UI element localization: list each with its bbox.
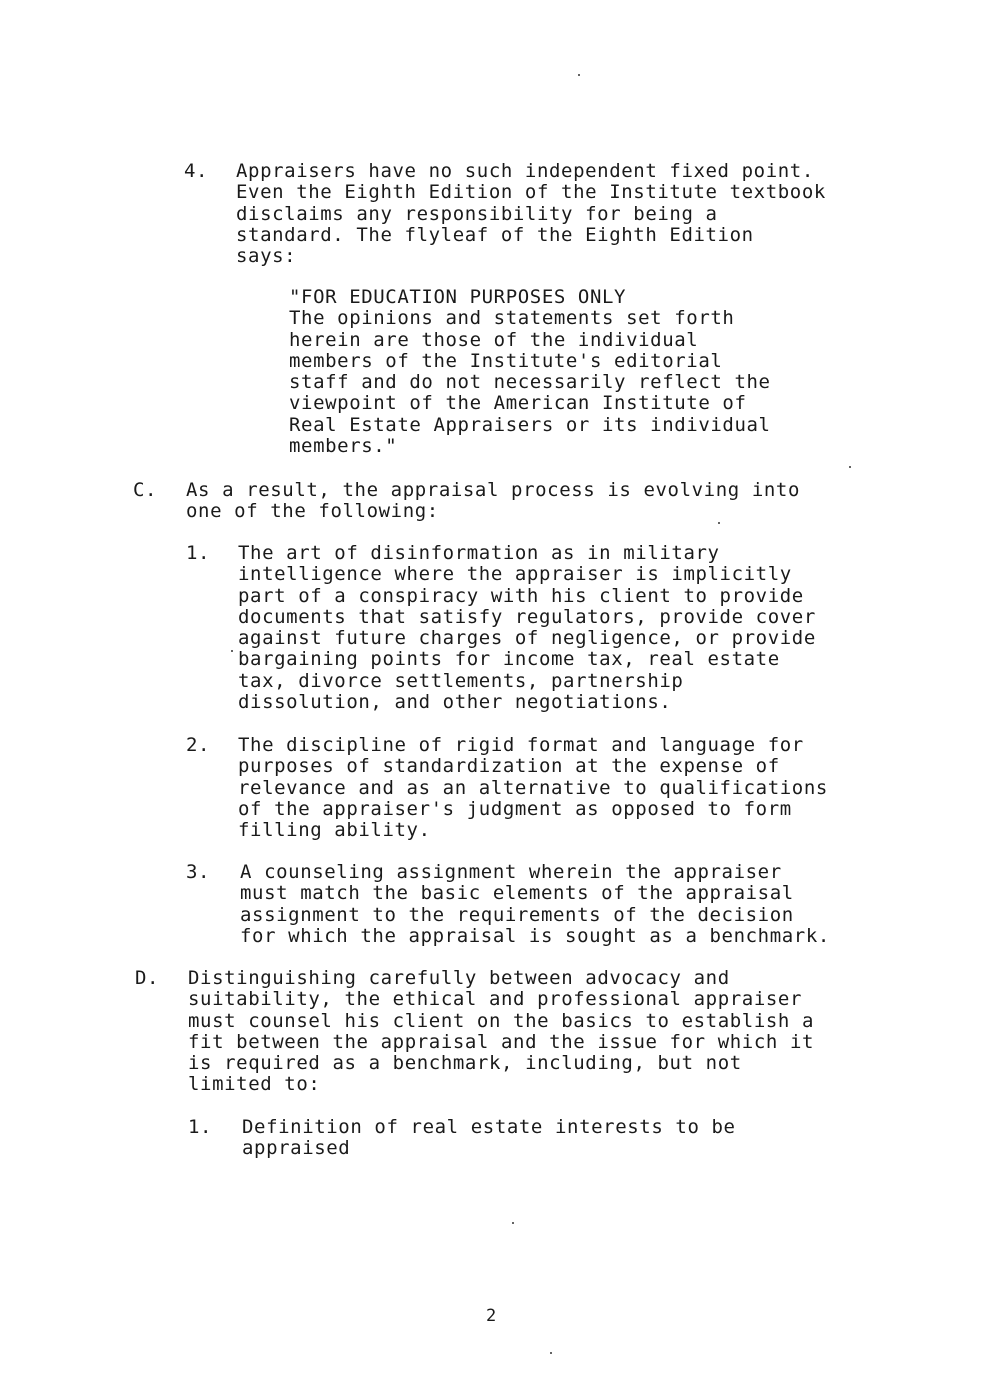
item-c1-paragraph <box>238 543 816 713</box>
scan-speck <box>512 1222 514 1224</box>
section-c-paragraph <box>186 480 800 523</box>
text-line: dissolution, and other negotiations. <box>238 691 672 714</box>
text-line: must match the basic elements of the appraisal <box>240 882 794 905</box>
flyleaf-quote <box>289 287 771 457</box>
section-c-marker: C. <box>133 479 158 501</box>
text-line: "FOR EDUCATION PURPOSES ONLY <box>289 286 627 308</box>
text-line: Distinguishing carefully between advocacy and <box>188 967 730 989</box>
text-line: one of the following: <box>186 500 439 523</box>
scan-speck <box>849 466 851 468</box>
scan-speck <box>718 522 720 524</box>
page-number: 2 <box>486 1306 497 1326</box>
text-line: appraised <box>242 1137 351 1160</box>
text-line: The art of disinformation as in military <box>238 542 720 564</box>
item-c1-marker: 1. <box>186 542 211 564</box>
text-line: against future charges of negligence, or provide <box>238 627 816 650</box>
text-line: says: <box>236 245 297 268</box>
text-line: limited to: <box>188 1073 321 1096</box>
text-line: fit between the appraisal and the issue for which it <box>188 1030 815 1053</box>
text-line: documents that satisfy regulators, provide cover <box>238 605 816 628</box>
item-4-marker: 4. <box>184 160 209 182</box>
scan-speck <box>550 1352 552 1354</box>
text-line: standard. The flyleaf of the Eighth Edition <box>236 223 754 246</box>
text-line: part of a conspiracy with his client to provide <box>238 584 804 607</box>
text-line: relevance and as an alternative to qualifications <box>238 776 828 799</box>
item-d1-paragraph <box>242 1117 736 1160</box>
item-c2-paragraph <box>238 735 828 841</box>
text-line: disclaims any responsibility for being a <box>236 202 718 225</box>
text-line: must counsel his client on the basics to establish a <box>188 1009 815 1032</box>
text-line: staff and do not necessarily reflect the <box>289 371 771 394</box>
text-line: is required as a benchmark, including, but not <box>188 1052 742 1075</box>
text-line: bargaining points for income tax, real estate <box>238 648 780 671</box>
section-d-paragraph <box>188 968 814 1096</box>
text-line: of the appraiser's judgment as opposed to form <box>238 797 792 820</box>
text-line: assignment to the requirements of the decision <box>240 903 794 926</box>
text-line: Real Estate Appraisers or its individual <box>289 413 771 436</box>
item-4-paragraph <box>236 161 826 267</box>
text-line: Appraisers have no such independent fixed point. <box>236 160 814 182</box>
item-c2-marker: 2. <box>186 734 211 756</box>
text-line: viewpoint of the American Institute of <box>289 392 747 415</box>
section-d-marker: D. <box>135 967 160 989</box>
scan-speck <box>231 650 233 652</box>
text-line: for which the appraisal is sought as a benchmark. <box>240 924 830 947</box>
text-line: purposes of standardization at the expense of <box>238 755 780 778</box>
scan-speck <box>578 74 580 76</box>
text-line: Even the Eighth Edition of the Institute textbook <box>236 181 826 204</box>
text-line: members of the Institute's editorial <box>289 349 723 372</box>
text-line: Definition of real estate interests to be <box>242 1116 736 1138</box>
item-d1-marker: 1. <box>188 1116 213 1138</box>
text-line: The opinions and statements set forth <box>289 307 735 330</box>
text-line: herein are those of the individual <box>289 328 699 351</box>
item-c3-marker: 3. <box>186 861 211 883</box>
item-c3-paragraph <box>240 862 830 947</box>
text-line: tax, divorce settlements, partnership <box>238 669 684 692</box>
text-line: filling ability. <box>238 819 431 842</box>
text-line: As a result, the appraisal process is evolving into <box>186 479 800 501</box>
text-line: The discipline of rigid format and language for <box>238 734 804 756</box>
text-line: A counseling assignment wherein the appraiser <box>240 861 782 883</box>
text-line: members." <box>289 435 398 458</box>
text-line: suitability, the ethical and professional appraiser <box>188 988 802 1011</box>
text-line: intelligence where the appraiser is implicitly <box>238 563 792 586</box>
